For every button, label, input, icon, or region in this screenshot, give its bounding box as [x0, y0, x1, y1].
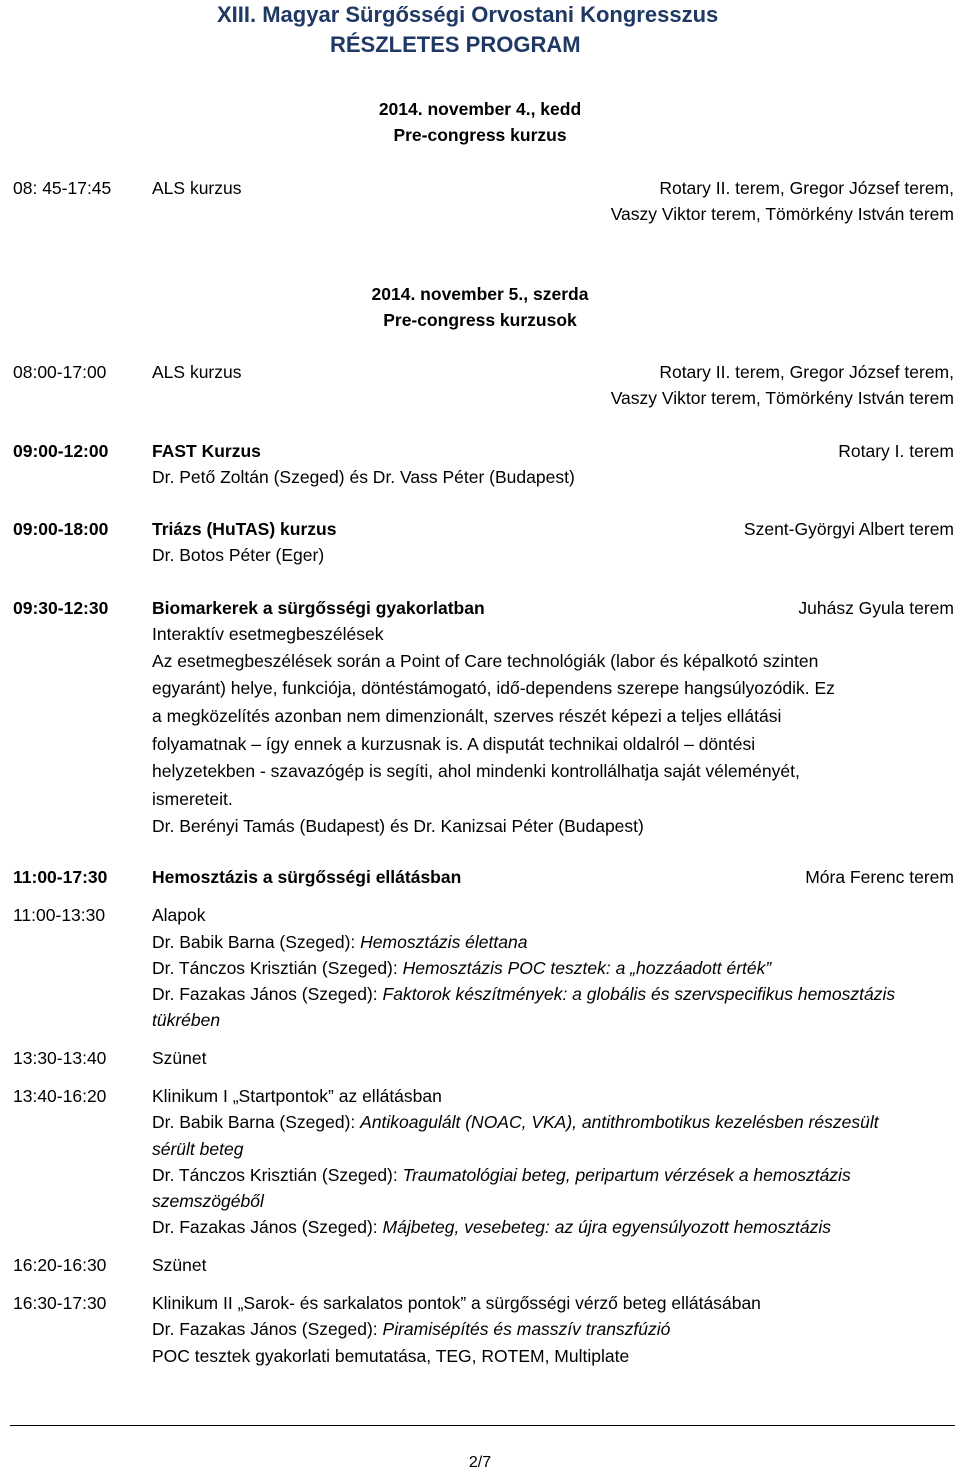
session-time: 11:00-17:30: [13, 867, 108, 887]
congress-title: XIII. Magyar Sürgősségi Orvostani Kongresszus: [217, 2, 719, 27]
description-line: a megközelítés azonban nem dimenzionált, szerves részét képezi a teljes ellátási: [152, 706, 782, 726]
talk-line: [152, 981, 895, 1007]
subsession-title: Klinikum II „Sarok- és sarkalatos pontok” a sürgősségi vérző beteg ellátásában: [152, 1293, 761, 1313]
session-title: Hemosztázis a sürgősségi ellátásban: [152, 867, 462, 887]
talk-line: [152, 1109, 879, 1135]
subsession-time: 16:20-16:30: [13, 1255, 107, 1275]
talk-line: [152, 929, 527, 955]
talk-topic-cont: sérült beteg: [152, 1139, 244, 1159]
session-title: Triázs (HuTAS) kurzus: [152, 519, 337, 539]
document-header: [0, 0, 960, 58]
description-line: Az esetmegbeszélések során a Point of Care technológiák (labor és képalkotó szinten: [152, 651, 819, 671]
session-room: Juhász Gyula terem: [798, 598, 954, 618]
session-room: Rotary II. terem, Gregor József terem,: [659, 178, 954, 198]
talk-line: [152, 955, 771, 981]
talk-line: [152, 1162, 851, 1188]
subsession-time: 13:40-16:20: [13, 1086, 107, 1106]
talk-speaker: Dr. Fazakas János (Szeged):: [152, 1319, 383, 1339]
talk-speaker: Dr. Tánczos Krisztián (Szeged):: [152, 1165, 403, 1185]
talk-speaker: Dr. Tánczos Krisztián (Szeged):: [152, 958, 403, 978]
subsession-time: 16:30-17:30: [13, 1293, 107, 1313]
session-title: ALS kurzus: [152, 178, 242, 198]
session-speakers: Dr. Botos Péter (Eger): [152, 545, 325, 565]
subsession-title: Szünet: [152, 1048, 207, 1068]
day2-subtitle: Pre-congress kurzusok: [383, 310, 577, 330]
session-room: Rotary I. terem: [838, 441, 954, 461]
subsession-title: Szünet: [152, 1255, 207, 1275]
session-time: 09:30-12:30: [13, 598, 109, 618]
subsession-time: 11:00-13:30: [13, 905, 106, 925]
description-line: folyamatnak – így ennek a kurzusnak is. A disputát technikai oldalról – döntési: [152, 734, 756, 754]
session-time: 09:00-18:00: [13, 519, 109, 539]
talk-topic: Hemosztázis POC tesztek: a „hozzáadott érték”: [402, 958, 772, 978]
talk-topic: Piramisépítés és masszív transzfúzió: [382, 1319, 671, 1339]
session-time: 08:00-17:00: [13, 362, 107, 382]
subsession-title: Klinikum I „Startpontok” az ellátásban: [152, 1086, 442, 1106]
talk-speaker: Dr. Fazakas János (Szeged):: [152, 1217, 383, 1237]
talk-speaker: Dr. Fazakas János (Szeged):: [152, 984, 383, 1004]
footer-divider: [10, 1425, 955, 1426]
session-time: 08: 45-17:45: [13, 178, 112, 198]
subsession-title: Alapok: [152, 905, 206, 925]
day1-subtitle: Pre-congress kurzus: [393, 125, 567, 145]
subsession-note: POC tesztek gyakorlati bemutatása, TEG, ROTEM, Multiplate: [152, 1346, 630, 1366]
description-line: helyzetekben - szavazógép is segíti, ahol mindenki kontrollálhatja saját véleményét,: [152, 761, 800, 781]
page-number: 2/7: [468, 1454, 492, 1471]
session-speakers: Dr. Pető Zoltán (Szeged) és Dr. Vass Péter (Budapest): [152, 467, 575, 487]
talk-line: [152, 1214, 831, 1240]
session-speakers: Dr. Berényi Tamás (Budapest) és Dr. Kanizsai Péter (Budapest): [152, 816, 644, 836]
session-room: Vaszy Viktor terem, Tömörkény István terem: [610, 204, 954, 224]
session-time: 09:00-12:00: [13, 441, 109, 461]
session-room: Rotary II. terem, Gregor József terem,: [659, 362, 954, 382]
talk-speaker: Dr. Babik Barna (Szeged):: [152, 932, 361, 952]
talk-topic: Antikoagulált (NOAC, VKA), antithrombotikus kezelésben részesült: [360, 1112, 879, 1132]
session-title: Biomarkerek a sürgősségi gyakorlatban: [152, 598, 485, 618]
talk-topic: Hemosztázis élettana: [360, 932, 528, 952]
day2-date: 2014. november 5., szerda: [371, 284, 589, 304]
session-subtitle: Interaktív esetmegbeszélések: [152, 624, 384, 644]
description-line: egyaránt) helye, funkciója, döntéstámogató, idő-dependens szerepe hangsúlyozódik. Ez: [152, 678, 835, 698]
talk-topic: Traumatológiai beteg, peripartum vérzések a hemosztázis: [402, 1165, 851, 1185]
description-line: ismereteit.: [152, 789, 233, 809]
talk-line: [152, 1316, 670, 1342]
session-room: Móra Ferenc terem: [805, 867, 954, 887]
session-title: FAST Kurzus: [152, 441, 261, 461]
talk-topic-cont: szemszögéből: [152, 1191, 264, 1211]
program-title: RÉSZLETES PROGRAM: [330, 32, 581, 57]
talk-speaker: Dr. Babik Barna (Szeged):: [152, 1112, 361, 1132]
session-room: Szent-Györgyi Albert terem: [743, 519, 954, 539]
subsession-time: 13:30-13:40: [13, 1048, 107, 1068]
talk-topic: Májbeteg, vesebeteg: az újra egyensúlyozott hemosztázis: [382, 1217, 831, 1237]
talk-topic: Faktorok készítmények: a globális és szervspecifikus hemosztázis: [382, 984, 896, 1004]
day1-date: 2014. november 4., kedd: [378, 99, 582, 119]
session-title: ALS kurzus: [152, 362, 242, 382]
talk-topic-cont: tükrében: [152, 1010, 221, 1030]
session-room: Vaszy Viktor terem, Tömörkény István terem: [610, 388, 954, 408]
